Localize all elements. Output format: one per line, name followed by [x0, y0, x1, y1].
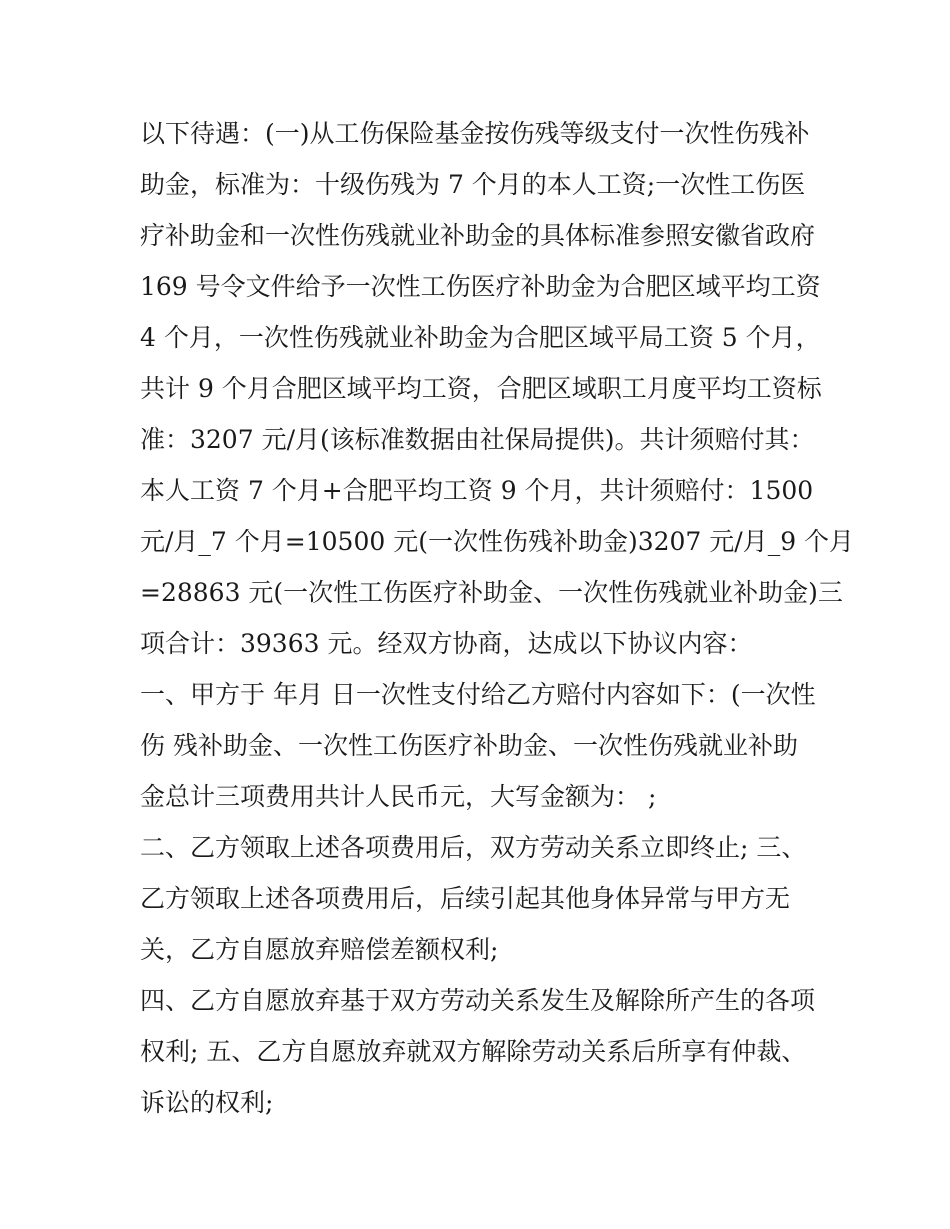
text-line: 项合计：39363 元。经双方协商，达成以下协议内容： — [140, 629, 753, 658]
text-line: 共计 9 个月合肥区域平均工资，合肥区域职工月度平均工资标 — [140, 374, 822, 403]
text-line: =28863 元(一次性工伤医疗补助金、一次性伤残就业补助金)三 — [140, 578, 843, 607]
text-line: 乙方领取上述各项费用后，后续引起其他身体异常与甲方无 — [140, 884, 791, 913]
text-line: 助金，标准为：十级伤残为 7 个月的本人工资;一次性工伤医 — [140, 170, 806, 199]
text-line: 疗补助金和一次性伤残就业补助金的具体标准参照安徽省政府 — [140, 221, 816, 250]
text-line: 本人工资 7 个月+合肥平均工资 9 个月，共计须赔付：1500 — [140, 476, 814, 505]
text-line: 伤 残补助金、一次性工伤医疗补助金、一次性伤残就业补助 — [140, 731, 798, 760]
text-line: 一、甲方于 年月 日一次性支付给乙方赔付内容如下：(一次性 — [140, 680, 816, 709]
text-line: 准：3207 元/月(该标准数据由社保局提供)。共计须赔付其： — [140, 425, 815, 454]
text-line: 关，乙方自愿放弃赔偿差额权利; — [140, 935, 499, 964]
text-line: 权利; 五、乙方自愿放弃就双方解除劳动关系后所享有仲裁、 — [140, 1037, 807, 1066]
text-line: 169 号令文件给予一次性工伤医疗补助金为合肥区域平均工资 — [140, 272, 821, 301]
text-line: 二、乙方领取上述各项费用后，双方劳动关系立即终止; 三、 — [140, 833, 807, 862]
agreement-text — [140, 108, 855, 1128]
text-line: 四、乙方自愿放弃基于双方劳动关系发生及解除所产生的各项 — [140, 986, 816, 1015]
text-line: 诉讼的权利; — [140, 1088, 274, 1117]
text-line: 4 个月，一次性伤残就业补助金为合肥区域平局工资 5 个月， — [140, 323, 821, 352]
text-line: 金总计三项费用共计人民币元，大写金额为： ; — [140, 782, 657, 811]
text-line: 以下待遇：(一)从工伤保险基金按伤残等级支付一次性伤残补 — [140, 119, 810, 148]
text-line: 元/月_7 个月=10500 元(一次性伤残补助金)3207 元/月_9 个月 — [140, 527, 855, 556]
